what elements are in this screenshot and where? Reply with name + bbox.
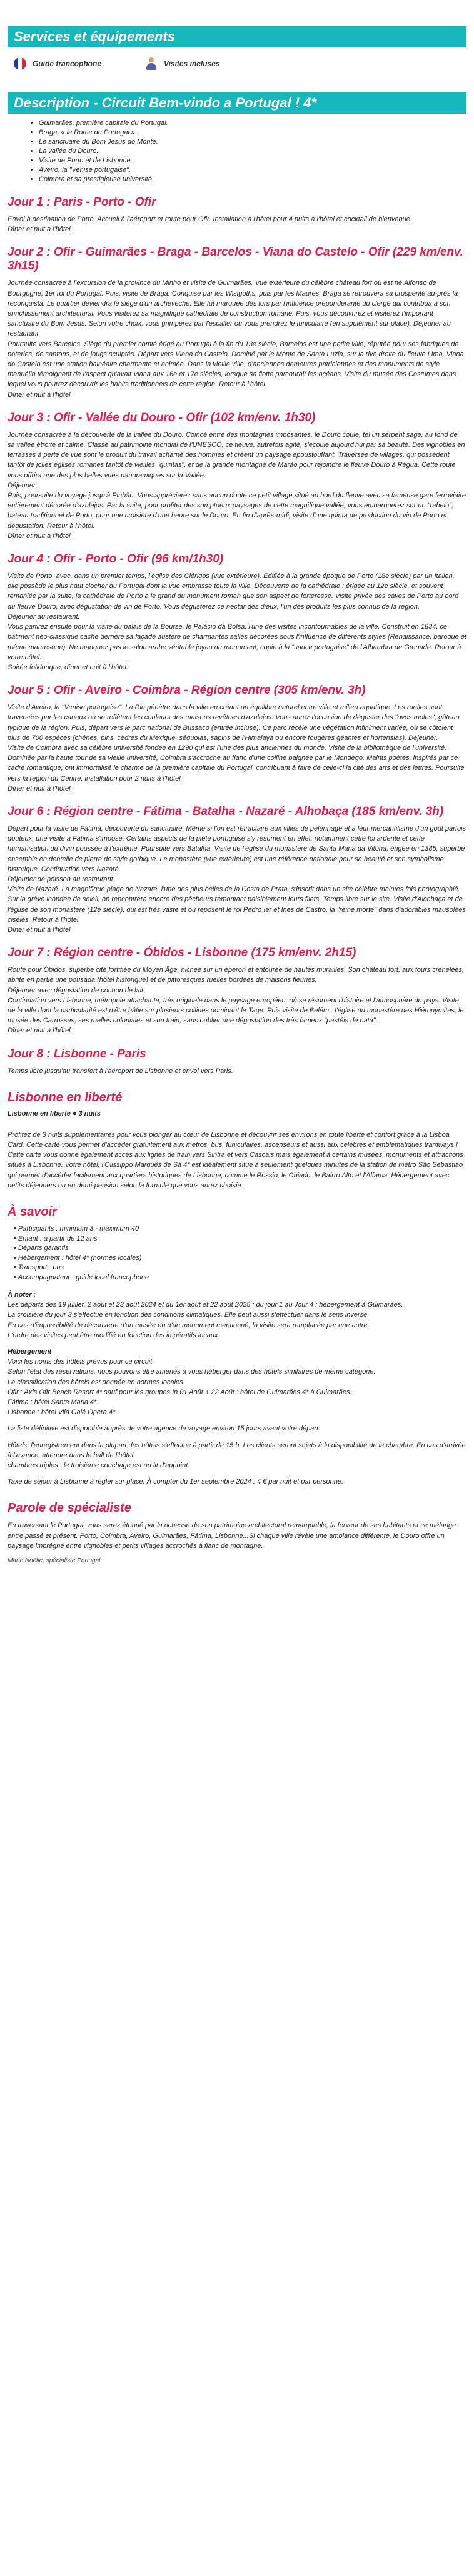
hebergement-line: Selon l'état des réservations, nous pouvons être amenés à vous héberger dans des hôtels similaires de même catégorie. bbox=[8, 1368, 376, 1376]
person-icon bbox=[145, 57, 158, 70]
description-title: Description - Circuit Bem-vindo a Portugal ! 4* bbox=[8, 92, 466, 114]
day-title: Jour 7 : Région centre - Óbidos - Lisbonne (175 km/env. 2h15) bbox=[8, 946, 356, 960]
specialiste-text: En traversant le Portugal, vous serez étonné par la richesse de son patrimoine architectural remarquable, la ferveur de ses habitants et ce mélange entre passé et présent. Porto, Coimbra, Aveiro, Guimarães, Fátima, Lisbonne...Si chaque ville révèle une ambiance différente, le Douro offre un paysage imprégné entre vignobles et petits villages accrochés à flanc de montagne. bbox=[8, 1522, 456, 1550]
french-flag-icon bbox=[14, 57, 26, 70]
day-text: Soirée folklorique, dîner et nuit à l'hôtel. bbox=[8, 663, 128, 671]
day-text: Dîner et nuit à l'hôtel. bbox=[8, 226, 73, 234]
note-line: L'ordre des visites peut être modifié en fonction des impératifs locaux. bbox=[8, 1331, 220, 1339]
day-title: Jour 6 : Région centre - Fátima - Batalha - Nazaré - Alhobaça (185 km/env. 3h) bbox=[8, 804, 444, 818]
day-text: Route pour Óbidos, superbe cité fortifiée du Moyen Âge, nichée sur un éperon et entourée de hautes murailles. Son château fort, aux tours crénelées, abrite en partie une pousada (hôtel historique) et de pittoresques ruelles bordées de maisons fleuries. bbox=[8, 966, 465, 984]
highlights-list bbox=[8, 119, 466, 184]
list-item: • Transport : bus bbox=[14, 1263, 466, 1273]
note-line: Les départs des 19 juillet, 2 août et 23 août 2024 et du 1er août et 22 août 2025 : du jour 1 au Jour 4 : hébergement à Guimarães. bbox=[8, 1301, 403, 1309]
list-item: • Aveiro, la "Venise portugaise". bbox=[39, 166, 466, 175]
day-text: Dîner et nuit à l'hôtel. bbox=[8, 1027, 73, 1035]
liberte-text: Profitez de 3 nuits supplémentaires pour vous plonger au cœur de Lisbonne et découvrir ses environs en toute liberté et confort grâce à la Lisboa Card. Cette carte vous permet d'accéder gratuitement aux métros, bus, funiculaires, ascenseurs et aussi aux célèbres et emblématiques tramways ! Cette carte vous donne également accès aux lignes de train vers Sintra et vers Cascais mais également à certains musées, monuments et attractions situés à Lisbonne. Votre hôtel, l'Olissippo Marquês de Sá 4* est idéalement situé à seulement quelques minutes de la station de métro São Sebastião qui permet d'accéder facilement aux quartiers historiques de Lisbonne, comme le Rossio, le Chiado, le Bairro Alto et l'Alfama. Hébergement avec petits déjeuners ou en demi-pension selon la formule que vous aurez choisie. bbox=[8, 1131, 463, 1189]
hebergement-line: Voici les noms des hôtels prévus pour ce circuit. bbox=[8, 1358, 154, 1366]
day-5 bbox=[8, 684, 466, 794]
list-item: • La vallée du Douro. bbox=[39, 147, 466, 156]
included-list bbox=[8, 1224, 466, 1282]
hebergement-line: Ofir : Axis Ofir Beach Resort 4* sauf pour les groupes In 01 Août + 22 Août : hôtel de Guimarães 4* à Guimarães. bbox=[8, 1388, 352, 1396]
section-title: À savoir bbox=[8, 1205, 57, 1219]
day-1 bbox=[8, 196, 466, 234]
list-item: • Coimbra et sa prestigieuse université. bbox=[39, 175, 466, 184]
day-title: Jour 3 : Ofir - Vallée du Douro - Ofir (102 km/env. 1h30) bbox=[8, 411, 316, 424]
specialiste-section bbox=[8, 1500, 466, 1564]
hotel-line: Hôtels: l'enregistrement dans la plupart des hôtels s'effectue à partir de 15 h. Les clients seront sujets à la disponibilité de la chambre. En cas d'arrivée à l'avance, attendre dans le hall de l'hôtel. bbox=[8, 1441, 466, 1459]
day-title: Jour 1 : Paris - Porto - Ofir bbox=[8, 196, 156, 209]
note-block bbox=[8, 1290, 466, 1340]
services-row bbox=[8, 47, 466, 80]
day-text: Déjeuner de poisson au restaurant. bbox=[8, 875, 115, 883]
day-title: Jour 5 : Ofir - Aveiro - Coimbra - Région centre (305 km/env. 3h) bbox=[8, 684, 366, 697]
day-6 bbox=[8, 805, 466, 935]
services-title: Services et équipements bbox=[8, 26, 466, 47]
service-guide-label: Guide francophone bbox=[33, 59, 102, 68]
list-item: • Accompagnateur : guide local francophone bbox=[14, 1273, 466, 1283]
list-item: • Guimarães, première capitale du Portugal. bbox=[39, 119, 466, 128]
section-title: Parole de spécialiste bbox=[8, 1501, 131, 1515]
day-text: Puis, poursuite du voyage jusqu'à Pinhão. Vous apprécierez sans aucun doute ce petit village situé au bord du fleuve avec sa fameuse gare ferroviaire entièrement décorée d'azulejos. Par la suite, pour profiter des somptueux paysages de cette magnifique vallée, vous embarquerez sur un "rabelo", bateau traditionnel de Porto, pour une croisière d'une heure sur le Douro. En fin d'après-midi, visite d'une quinta de production du vin de Porto et dégustation. Retour à l'hôtel. bbox=[8, 492, 466, 530]
note-label: À noter : bbox=[8, 1291, 36, 1299]
list-item: • Participants : minimum 3 - maximum 40 bbox=[14, 1224, 466, 1234]
service-visits bbox=[145, 57, 220, 70]
tax-line: Taxe de séjour à Lisbonne à régler sur place. À compter du 1er septembre 2024 : 4 € par nuit et par personne. bbox=[8, 1478, 344, 1486]
day-7 bbox=[8, 946, 466, 1036]
list-item: • Enfant : à partir de 12 ans bbox=[14, 1234, 466, 1244]
day-text: Déjeuner. bbox=[8, 481, 38, 489]
liberte-subtitle: Lisbonne en liberté ● 3 nuits bbox=[8, 1109, 101, 1117]
day-text: Vous partirez ensuite pour la visite du palais de la Bourse, le Palácio da Bolsa, l'une des visites incontournables de la ville. Construit en 1834, ce bâtiment néo-classique cache derrière sa façade austère de charmantes salles décorées sous l'influence de différents styles (Renaissance, baroque et même mauresque). Ne manquez pas le salon arabe véritable joyau du monument, copie à la "sauce portugaise" de l'Alhambra de Grenade. Retour à votre hôtel. bbox=[8, 623, 467, 661]
list-item: • Départs garantis bbox=[14, 1244, 466, 1254]
savoir-section bbox=[8, 1204, 466, 1487]
day-text: Visite d'Aveiro, la "Venise portugaise". La Ria pénètre dans la ville en créant un équilibre naturel entre ville et milieu aquatique. Les ruelles sont traversées par les canaux où se reflètent les couleurs des maisons revêtues d'azulejos. Vous aurez l'occasion de déguster des "ovos moles", gâteau typique de la région. Puis, départ vers le parc national de Bussaco (entrée incluse). Ce parc recèle une végétation infiniment variée, où se côtoient plus de 700 espèces (chênes, pins, cèdres du Mexique, séquoias, sapins de l'Himalaya ou encore fougères géantes et hortensias). Déjeuner. bbox=[8, 704, 460, 742]
section-title: Lisbonne en liberté bbox=[8, 1090, 123, 1104]
day-text: Départ pour la visite de Fátima, découverte du sanctuaire. Même si l'on est réfractaire aux villes de pèlerinage et à leur mercantilisme d'un goût parfois douteux, une visite à Fátima s'impose. Certains aspects de la piété portugaise s'y résument en effet, notamment cette foi ardente et cette humanisation du divin poussée à l'extrême. Poursuite vers Batalha. Visite de l'église du monastère de Santa Maria da Vitória, érigée en 1385, superbe ensemble en dentelle de pierre de style gothique. Le monastère (vue extérieure) est une référence nationale pour sa beauté et son symbolisme historique. Continuation vers Nazaré. bbox=[8, 824, 466, 873]
day-text: Envol à destination de Porto. Accueil à l'aéroport et route pour Ofir. Installation à l'hôtel pour 4 nuits à l'hôtel et cocktail de bienvenue. bbox=[8, 216, 412, 223]
list-note-block bbox=[8, 1424, 466, 1434]
service-visits-label: Visites incluses bbox=[164, 59, 220, 68]
hebergement-line: La classification des hôtels est donnée en normes locales. bbox=[8, 1378, 185, 1386]
day-text: Déjeuner avec dégustation de cochon de lait. bbox=[8, 986, 146, 994]
day-text: Temps libre jusqu'au transfert à l'aéroport de Lisbonne et envol vers Paris. bbox=[8, 1067, 233, 1075]
list-item: • Le sanctuaire du Bom Jesus do Monte. bbox=[39, 137, 466, 147]
service-guide bbox=[14, 57, 101, 70]
day-text: Visite de Coimbra avec sa célèbre université fondée en 1290 qui est l'une des plus anciennes du monde. Visite de la bibliothèque de l'université. Dominée par la haute tour de sa vieille université, Coimbra s'accroche au flanc d'une colline baignée par le Mondego. Maints poètes, inspirés par ce cadre romantique, ont immortalisé le charme de la première capitale du Portugal, contribuant à faire de celle-ci la cité des arts et des lettres. Poursuite vers la région du Centre, installation pour 2 nuits à l'hôtel. bbox=[8, 744, 465, 782]
hebergement-label: Hébergement bbox=[8, 1348, 52, 1356]
day-text: Visite de Nazaré. La magnifique plage de Nazaré, l'une des plus belles de la Costa de Prata, s'inscrit dans un site célèbre maintes fois photographié. Sur la grève inondée de soleil, on rencontrera encore des pêcheurs remontant paisiblement leurs filets. Temps libre sur le site. Visite d'Alcobaça et de l'église de son monastère (12e siècle), qui est très vaste et où reposent le roi Pedro Ier et Ines de Castro, la "reine morte" dans d'adorables mausolées ciselés. Retour à l'hôtel. bbox=[8, 886, 466, 924]
day-text: Journée consacrée à l'excursion de la province du Minho et visite de Guimarães. Vue extérieure du célèbre château fort où est né Alfonso de Bourgogne, 1er roi du Portugal. Puis, visite de Braga. Conquise par les Wisigoths, puis par les Maures, Braga se retrouvera sa prospérité au-près la reconquista. Le quartier deviendra le siège d'un archevêché. Elle fut marquée dès lors par l'influence prépondérante du clergé qui contribua à son enrichissement architectural. Vous visiterez sa magnifique cathédrale de construction romane. Puis, vous découvrirez et visiterez l'important sanctuaire du Bom Jesus. Selon votre choix, vous grimperez par l'escalier ou vous prendrez le funiculaire (en supplément sur place). Déjeuner au restaurant. bbox=[8, 279, 458, 338]
day-text: Continuation vers Lisbonne, métropole attachante, très originale dans le paysage européen, où se résument l'histoire et l'atmosphère du pays. Visite de la ville dont la particularité est d'être bâtie sur plusieurs collines dominant le Tage. Puis visite de Belém : l'église du monastère des Hiéronymites, le musée des Carrosses, ses ruelles coloniales et son train, sans oublier une dégustation des très fameux "pastéis de nata". bbox=[8, 996, 464, 1025]
liberte-section bbox=[8, 1090, 466, 1191]
hotel-info-block bbox=[8, 1440, 466, 1471]
day-title: Jour 4 : Ofir - Porto - Ofir (96 km/1h30) bbox=[8, 552, 224, 566]
day-text: Visite de Porto, avec, dans un premier temps, l'église des Clérigos (vue extérieure). Édifiée à la grande époque de Porto (18e siècle) par un Italien, elle possède le plus haut clocher du Portugal dont la vue embrasse toute la ville. Découverte de la cathédrale : érigée au 12e siècle, et souvent remaniée par la suite, la cathédrale de Porto a le grand du monument roman que son aspect de forteresse. Visite privée des caves de Porto au bord du fleuve Douro, avec dégustation de vin de Porto. Vous dégusterez ce nectar des dieux, l'un des produits les plus connus de la région. bbox=[8, 572, 459, 611]
hebergement-line: Fátima : hôtel Santa Maria 4*. bbox=[8, 1399, 99, 1407]
day-4 bbox=[8, 552, 466, 672]
page bbox=[0, 26, 474, 1564]
note-line: La croisière du jour 3 s'effectue en fonction des conditions climatiques. Elle peut aussi s'effectuer dans le sens inverse. bbox=[8, 1311, 370, 1319]
hebergement-block bbox=[8, 1347, 466, 1417]
list-item: • Visite de Porto et de Lisbonne. bbox=[39, 156, 466, 166]
day-2 bbox=[8, 246, 466, 399]
day-text: Journée consacrée à la découverte de la vallée du Douro. Coincé entre des montagnes imposantes, le Douro coule, tel un serpent sage, au fond de sa vallée étroite et calme. Classé au patrimoine mondial de l'UNESCO, ce fleuve, autrefois agité, s'écoule aujourd'hui par sa beauté. Des vignobles en terrasses à perte de vue sont le produit du travail acharné des hommes et créent un paysage époustouflant. Traversée de villages, qui possèdent tantôt de jolies églises romanes tantôt de vieilles "quintas", et de la grande montagne de Marão pour rejoindre le fleuve Douro à Régua. Cette route vous offrira une des plus belles vues panoramiques sur la Vallée. bbox=[8, 431, 465, 479]
day-text: Poursuite vers Barcelos. Siège du premier comté érigé au Portugal à la fin du 13e siècle, Barcelos est une petite ville, réputée pour ses fabriques de poteries, de santons, et de jougs sculptés. Départ vers Viana do Castelo. Dominé par le Monte de Santa Luzia, sur la rive droite du fleuve Lima, Viana do Castelo est une station balnéaire charmante et animée. Dans la vieille ville, d'anciennes demeures patriciennes et des monuments de style manuélin témoignent de l'aspect qu'avait Viana aux 16e et 17e siècles, lorsque sa flotte parcourait les océans. Visite du musée des Costumes dans lequel vous pourrez découvrir les habits traditionnels de cette région. Retour à l'hôtel. bbox=[8, 340, 464, 389]
day-text: Dîner et nuit à l'hôtel. bbox=[8, 926, 73, 934]
day-text: Dîner et nuit à l'hôtel. bbox=[8, 391, 73, 399]
day-3 bbox=[8, 411, 466, 541]
list-item: • Braga, « la Rome du Portugal ». bbox=[39, 128, 466, 137]
day-8 bbox=[8, 1047, 466, 1076]
day-text: Déjeuner au restaurant. bbox=[8, 612, 80, 621]
day-text: Dîner et nuit à l'hôtel. bbox=[8, 532, 73, 540]
tax-block bbox=[8, 1477, 466, 1487]
hebergement-line: Lisbonne : hôtel Vila Galé Opera 4*. bbox=[8, 1409, 118, 1417]
list-item: • Hébergement : hôtel 4* (normes locales) bbox=[14, 1254, 466, 1264]
day-title: Jour 8 : Lisbonne - Paris bbox=[8, 1047, 146, 1061]
day-text: Dîner et nuit à l'hôtel. bbox=[8, 784, 73, 792]
list-note: La liste définitive est disponible auprès de votre agence de voyage environ 15 jours avant votre départ. bbox=[8, 1425, 321, 1433]
specialiste-author: Marie Noëlle, spécialiste Portugal bbox=[8, 1557, 101, 1565]
hotel-line: chambres triples : le troisième couchage est un lit d'appoint. bbox=[8, 1462, 190, 1470]
day-title: Jour 2 : Ofir - Guimarães - Braga - Barcelos - Viana do Castelo - Ofir (229 km/env. 3h15) bbox=[8, 246, 463, 273]
note-line: En cas d'impossibilité de découverte d'un musée ou d'un monument mentionné, la visite sera remplacée par une autre. bbox=[8, 1321, 370, 1329]
